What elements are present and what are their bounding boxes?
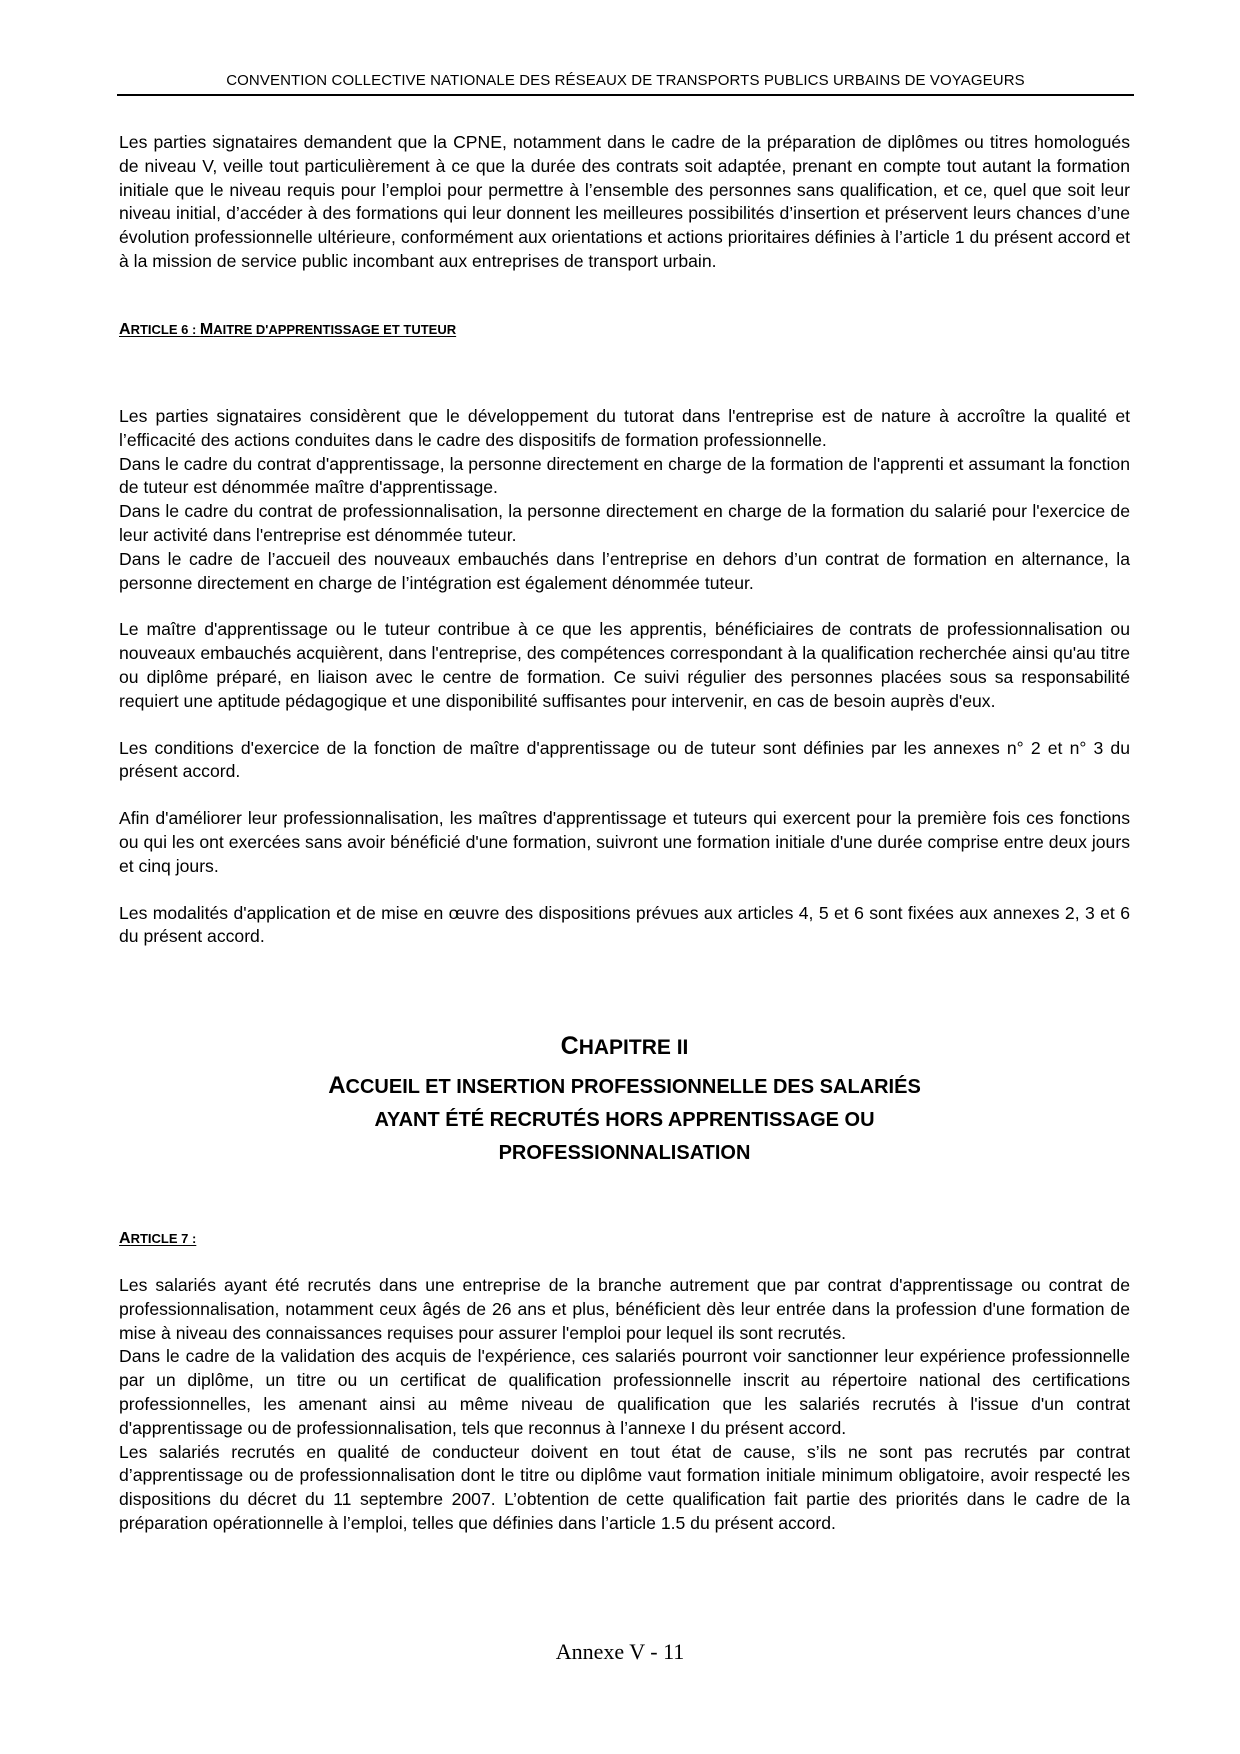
article-7-heading-initial: A — [119, 1230, 131, 1247]
article-6-heading-rest: RTICLE 6 : — [130, 322, 200, 337]
chapter-subtitle-line-3: PROFESSIONNALISATION — [498, 1142, 751, 1164]
chapter-subtitle-initial: A — [328, 1072, 346, 1099]
article-6-paragraph-4: Dans le cadre de l’accueil des nouveaux embauchés dans l’entreprise en dehors d’un contrat de formation en alternance, la personne directement en charge de l’intégration est également dénommée tuteur. — [119, 548, 1130, 593]
chapter-title — [119, 1028, 1130, 1066]
article-7-paragraph-2: Dans le cadre de la validation des acquis de l'expérience, ces salariés pourront voir sanctionner leur expérience professionnelle par un diplôme, un titre ou un certificat de qualification professionnelle inscrit au répertoire national des certifications professionnelles, les amenant ainsi au même niveau de qualification que les salariés recrutés à l'issue d'un contrat d'apprentissage ou de professionnalisation, tels que reconnus à l’annexe I du présent accord. — [119, 1346, 1130, 1438]
chapter-title-rest: HAPITRE II — [578, 1036, 689, 1059]
article-6-paragraph-3: Dans le cadre du contrat de professionnalisation, la personne directement en charge de la formation du salarié pour l'exercice de leur activité dans l'entreprise est dénommée tuteur. — [119, 501, 1130, 545]
intro-section — [119, 131, 1130, 274]
header-rule — [117, 94, 1134, 96]
running-header: CONVENTION COLLECTIVE NATIONALE DES RÉSEAUX DE TRANSPORTS PUBLICS URBAINS DE VOYAGEURS — [226, 72, 1025, 89]
chapter-subtitle-line-2: AYANT ÉTÉ RECRUTÉS HORS APPRENTISSAGE OU — [374, 1109, 875, 1131]
article-6-paragraph-1: Les parties signataires considèrent que le développement du tutorat dans l'entreprise est de nature à accroître la qualité et l’efficacité des actions conduites dans le cadre des dispositifs de formation professionnelle. — [119, 406, 1130, 450]
article-6-heading-rest-2: AITRE D'APPRENTISSAGE ET TUTEUR — [213, 322, 457, 337]
article-6-paragraph-2: Dans le cadre du contrat d'apprentissage, la personne directement en charge de la formation de l'apprenti et assumant la fonction de tuteur est dénommée maître d'apprentissage. — [119, 453, 1130, 498]
chapter-subtitle-line-1-rest: CCUEIL ET INSERTION PROFESSIONNELLE DES SALARIÉS — [345, 1076, 921, 1098]
article-6-paragraph-7: Afin d'améliorer leur professionnalisation, les maîtres d'apprentissage et tuteurs qui exercent pour la première fois ces fonctions ou qui les ont exercées sans avoir bénéficié d'une formation, suivront une formation initiale d'une durée comprise entre deux jours et cinq jours. — [119, 808, 1130, 876]
article-6-paragraph-8: Les modalités d'application et de mise en œuvre des dispositions prévues aux articles 4, 5 et 6 sont fixées aux annexes 2, 3 et 6 du présent accord. — [119, 902, 1130, 947]
chapter-subtitle-line-1 — [119, 1069, 1130, 1104]
article-6-body — [119, 405, 1130, 949]
article-7-paragraph-1: Les salariés ayant été recrutés dans une entreprise de la branche autrement que par contrat d'apprentissage ou contrat de professionnalisation, notamment ceux âgés de 26 ans et plus, bénéficient dès leur entrée dans la profession d'une formation de mise à niveau des connaissances requises pour assurer l'emploi pour lequel ils sont recrutés. — [119, 1275, 1130, 1343]
article-6-paragraph-5: Le maître d'apprentissage ou le tuteur contribue à ce que les apprentis, bénéficiaires de contrats de professionnalisation ou nouveaux embauchés acquièrent, dans l'entreprise, des compétences correspondant à la qualification recherchée ainsi qu'au titre ou diplôme préparé, en liaison avec le centre de formation. Ce suivi régulier des personnes placées sous sa responsabilité requiert une aptitude pédagogique et une disponibilité suffisantes pour intervenir, en cas de besoin auprès d'eux. — [119, 619, 1130, 711]
intro-paragraph: Les parties signataires demandent que la CPNE, notamment dans le cadre de la préparation de diplômes ou titres homologués de niveau V, veille tout particulièrement à ce que la durée des contrats soit adaptée, prenant en compte tout autant la formation initiale que le niveau requis pour l’emploi pour permettre à l’ensemble des personnes sans qualification, et ce, quel que soit leur niveau initial, d’accéder à des formations qui leur donnent les meilleures possibilités d’insertion et préservent leurs chances d’une évolution professionnelle ultérieure, conformément aux orientations et actions prioritaires définies à l’article 1 du présent accord et à la mission de service public incombant aux entreprises de transport urbain. — [119, 132, 1130, 271]
chapter-title-initial: C — [560, 1032, 579, 1060]
article-6-heading — [119, 320, 456, 340]
article-7-heading — [119, 1229, 196, 1249]
article-6-heading-initial-2: M — [199, 321, 214, 338]
page-footer: Annexe V - 11 — [555, 1639, 685, 1664]
chapter-subtitle — [119, 1069, 1130, 1170]
article-7-paragraph-3: Les salariés recrutés en qualité de conducteur doivent en tout état de cause, s’ils ne sont pas recrutés par contrat d’apprentissage ou de professionnalisation dont le titre ou diplôme vaut formation initiale minimum obligatoire, avoir respecté les dispositions du décret du 11 septembre 2007. L’obtention de cette qualification fait partie des priorités dans le cadre de la préparation opérationnelle à l’emploi, telles que définies dans l’article 1.5 du présent accord. — [119, 1441, 1130, 1533]
article-6-heading-initial: A — [119, 321, 131, 338]
article-7-body — [119, 1274, 1130, 1536]
chapter-heading — [119, 1028, 1130, 1170]
article-7-heading-rest: RTICLE 7 : — [130, 1231, 197, 1246]
article-6-paragraph-6: Les conditions d'exercice de la fonction de maître d'apprentissage ou de tuteur sont définies par les annexes n° 2 et n° 3 du présent accord. — [119, 737, 1130, 782]
